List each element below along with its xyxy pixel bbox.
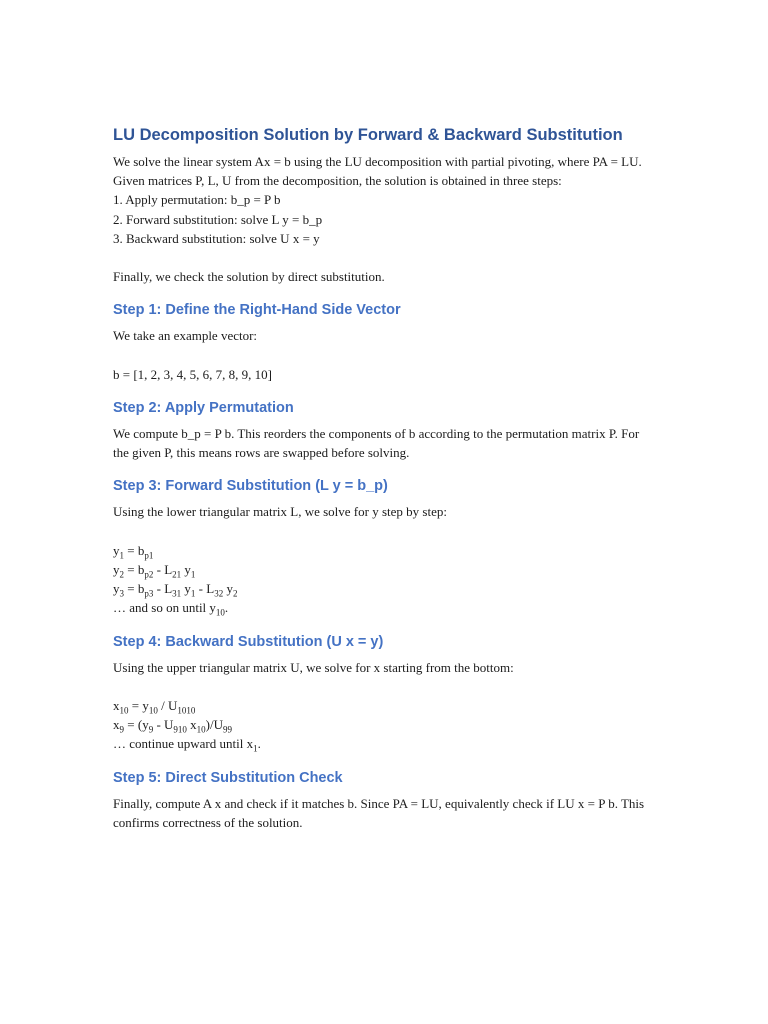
step3-heading: Step 3: Forward Substitution (L y = b_p): [113, 478, 388, 495]
backward-eq-2: $x_9 = (y_9 - U_{910}$ $x_{10})/U_{99}$: [113, 717, 233, 735]
spacer: [113, 677, 653, 696]
forward-continuation: … and so on until $y_{10}$.: [113, 600, 229, 618]
spacer: [113, 248, 653, 267]
step4-heading: Step 4: Backward Substitution (U x = y): [113, 633, 384, 650]
spacer: [113, 346, 653, 365]
step5-text: Finally, compute A x and check if it matches b. Since PA = LU, equivalently check if LU x = P b. This confirms correctness of the solution.: [113, 795, 645, 830]
intro-finally: Finally, we check the solution by direct substitution.: [113, 269, 385, 285]
intro-section: [113, 152, 653, 286]
document-title: LU Decomposition Solution by Forward & Backward Substitution: [113, 126, 623, 144]
step1-heading: Step 1: Define the Right-Hand Side Vector: [113, 302, 401, 319]
document-content: [113, 124, 653, 832]
forward-eq-3: $y_3 = b_{p3} - L_{31}$ $y_1 - L_{32}$ $y_2$: [113, 581, 238, 599]
intro-step-1: 1. Apply permutation: b_p = P b: [113, 192, 281, 208]
intro-step-3: 3. Backward substitution: solve U x = y: [113, 230, 320, 246]
forward-eq-1: $y_1 = b_{p1}$: [113, 542, 154, 561]
step4-section: [113, 658, 653, 754]
step1-text: We take an example vector:: [113, 328, 258, 344]
intro-step-2: 2. Forward substitution: solve L y = b_p: [113, 211, 323, 227]
step1-section: [113, 326, 653, 384]
step2-text: We compute b_p = P b. This reorders the components of b according to the permutation matrix P. For the given P, this means rows are swapped before solving.: [113, 426, 640, 461]
step2-section: [113, 424, 653, 462]
step5-heading: Step 5: Direct Substitution Check: [113, 769, 343, 786]
forward-eq-2: $y_2 = b_{p2} - L_{21}$ $y_1$: [113, 562, 196, 580]
step3-section: [113, 502, 653, 617]
backward-continuation: … continue upward until $x_1$.: [113, 736, 261, 754]
backward-eq-1: $x_{10} = y_{10} / U_{1010}$: [113, 698, 196, 716]
step2-heading: Step 2: Apply Permutation: [113, 400, 294, 416]
step5-section: [113, 794, 653, 832]
intro-paragraph: We solve the linear system Ax = b using the LU decomposition with partial pivoting, where PA = LU. Given matrices P, L, U from the decomposition, the solution is obtained in three steps:: [113, 154, 642, 189]
spacer: [113, 522, 653, 541]
rhs-vector: b = [1, 2, 3, 4, 5, 6, 7, 8, 9, 10]: [113, 366, 272, 382]
step3-text: Using the lower triangular matrix L, we solve for y step by step:: [113, 504, 447, 520]
step4-text: Using the upper triangular matrix U, we solve for x starting from the bottom:: [113, 659, 514, 675]
